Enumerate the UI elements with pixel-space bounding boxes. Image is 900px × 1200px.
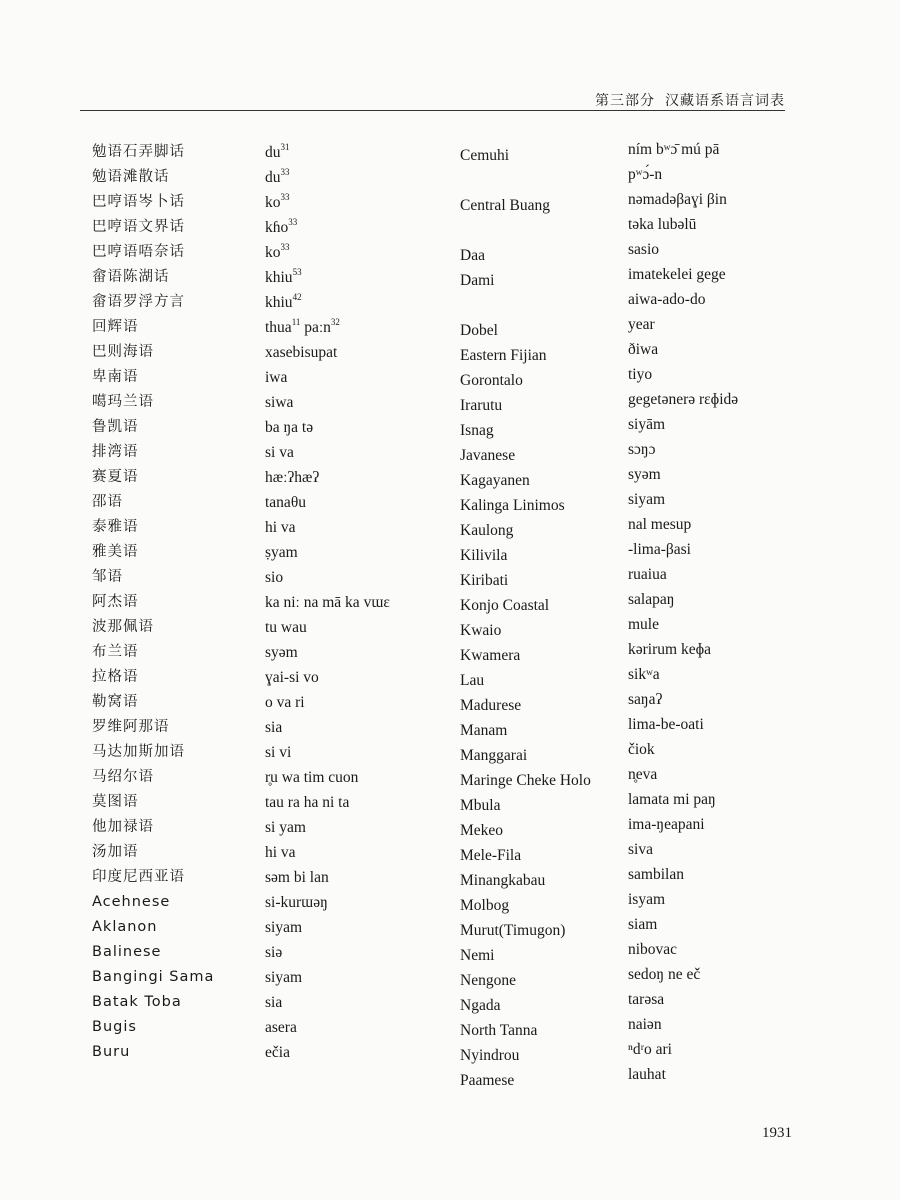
language-name: Acehnese xyxy=(92,894,171,910)
form-text: du xyxy=(265,169,281,186)
word-form xyxy=(265,390,450,415)
language-name: 他加禄语 xyxy=(92,819,154,835)
language-name: Manggarai xyxy=(460,747,528,764)
word-form: ima-ŋeapani xyxy=(628,816,705,833)
language-name: Mekeo xyxy=(460,822,504,839)
language-name: Molbog xyxy=(460,897,510,914)
language-name: 畲语罗浮方言 xyxy=(92,294,185,310)
language-name: 泰雅语 xyxy=(92,519,139,535)
form-text: si yam xyxy=(265,819,306,836)
word-form xyxy=(265,265,450,290)
language-name xyxy=(460,168,630,193)
form-text: khiu xyxy=(265,269,293,286)
word-form xyxy=(265,1015,450,1040)
language-name: 阿杰语 xyxy=(92,594,139,610)
word-form: siyām xyxy=(628,416,666,433)
word-form: nəmadəβaɣi βin xyxy=(628,191,727,208)
form-text: sio xyxy=(265,569,284,586)
language-name xyxy=(460,218,630,243)
language-name: Irarutu xyxy=(460,397,503,414)
form-text: səm bi lan xyxy=(265,869,329,886)
word-form xyxy=(265,565,450,590)
language-name: 鲁凯语 xyxy=(92,419,139,435)
word-form xyxy=(265,490,450,515)
language-name: 马达加斯加语 xyxy=(92,744,185,760)
language-name: 勒窝语 xyxy=(92,694,139,710)
language-name: 拉格语 xyxy=(92,669,139,685)
language-name-column-1 xyxy=(92,140,252,1065)
word-form xyxy=(265,1040,450,1065)
word-form xyxy=(265,465,450,490)
word-form: ðiwa xyxy=(628,341,659,358)
language-name: Isnag xyxy=(460,422,494,439)
word-form: sasio xyxy=(628,241,659,258)
language-name: North Tanna xyxy=(460,1022,538,1039)
language-name: 莫图语 xyxy=(92,794,139,810)
language-name: Aklanon xyxy=(92,919,158,935)
word-form: təka lubəlū xyxy=(628,216,697,233)
word-form xyxy=(265,815,450,840)
word-form xyxy=(265,590,450,615)
word-form: siyam xyxy=(628,491,666,508)
word-form: siam xyxy=(628,916,658,933)
tone-number: 33 xyxy=(288,216,298,227)
word-form xyxy=(265,540,450,565)
language-name: 勉语滩散话 xyxy=(92,169,170,185)
word-form: nibovac xyxy=(628,941,678,958)
form-text: siwa xyxy=(265,394,294,411)
language-name: 畲语陈湖话 xyxy=(92,269,170,285)
language-name: Konjo Coastal xyxy=(460,597,550,614)
language-name: 雅美语 xyxy=(92,544,139,560)
form-text: si-kurɯəŋ xyxy=(265,894,328,911)
word-form xyxy=(265,865,450,890)
form-text: hæːʔhæʔ xyxy=(265,469,320,486)
language-name: 勉语石弄脚话 xyxy=(92,144,185,160)
form-text: siyam xyxy=(265,919,303,936)
language-name: Madurese xyxy=(460,697,522,714)
form-text: siə xyxy=(265,944,283,961)
language-name: Buru xyxy=(92,1044,131,1060)
word-form: lamata mi paŋ xyxy=(628,791,716,808)
language-name: 邵语 xyxy=(92,494,123,510)
word-form xyxy=(265,515,450,540)
word-form xyxy=(265,790,450,815)
word-form xyxy=(265,315,450,340)
language-name: 巴哼语岑卜话 xyxy=(92,194,185,210)
language-name: Cemuhi xyxy=(460,147,510,164)
word-form xyxy=(265,290,450,315)
form-text: khiu xyxy=(265,294,293,311)
form-text: paːn xyxy=(300,319,331,336)
language-name xyxy=(460,293,630,318)
word-form xyxy=(265,840,450,865)
word-form: mule xyxy=(628,616,659,633)
word-form: -lima-βasi xyxy=(628,541,691,558)
language-name: 回辉语 xyxy=(92,319,139,335)
word-form: siva xyxy=(628,841,653,858)
word-form xyxy=(265,715,450,740)
word-form-column-1 xyxy=(265,140,450,1065)
language-name: Bugis xyxy=(92,1019,137,1035)
word-form: salapaŋ xyxy=(628,591,675,608)
tone-number: 32 xyxy=(330,316,340,327)
word-form xyxy=(265,665,450,690)
tone-number: 53 xyxy=(292,266,302,277)
word-form-column-2 xyxy=(628,137,818,1087)
word-form xyxy=(265,140,450,165)
form-text: iwa xyxy=(265,369,288,386)
language-name: 布兰语 xyxy=(92,644,139,660)
form-text: ka niː na mā ka vɯɛ xyxy=(265,594,390,611)
language-name: Dobel xyxy=(460,322,498,339)
word-form xyxy=(265,740,450,765)
language-name: Lau xyxy=(460,672,485,689)
word-form xyxy=(265,165,450,190)
language-name: Bangingi Sama xyxy=(92,969,215,985)
form-text: ṣyam xyxy=(265,544,298,561)
word-form: gegetənerə rɛɸidə xyxy=(628,391,739,408)
language-name: 罗维阿那语 xyxy=(92,719,170,735)
word-form: tiyo xyxy=(628,366,653,383)
word-form: lima-be-oati xyxy=(628,716,704,733)
word-form xyxy=(265,690,450,715)
form-text: ko xyxy=(265,244,281,261)
word-form xyxy=(265,340,450,365)
language-name: Murut(Timugon) xyxy=(460,922,566,939)
language-name: Balinese xyxy=(92,944,162,960)
language-name: 排湾语 xyxy=(92,444,139,460)
form-text: si va xyxy=(265,444,294,461)
language-name: Mbula xyxy=(460,797,501,814)
word-form: ruaiua xyxy=(628,566,667,583)
language-name: 巴则海语 xyxy=(92,344,154,360)
form-text: sia xyxy=(265,994,283,1011)
word-form xyxy=(265,440,450,465)
word-form: kərirum keɸa xyxy=(628,641,712,658)
form-text: si vi xyxy=(265,744,292,761)
word-form xyxy=(265,915,450,940)
word-form: syəm xyxy=(628,466,661,483)
word-form: sedoŋ ne eč xyxy=(628,966,701,983)
language-name: Minangkabau xyxy=(460,872,546,889)
language-name: Kiribati xyxy=(460,572,509,589)
tone-number: 33 xyxy=(280,166,290,177)
language-name: 巴哼语唔奈话 xyxy=(92,244,185,260)
language-name: 巴哼语文界话 xyxy=(92,219,185,235)
word-form xyxy=(265,940,450,965)
language-name: 波那佩语 xyxy=(92,619,154,635)
form-text: asera xyxy=(265,1019,297,1036)
language-name: Kagayanen xyxy=(460,472,530,489)
form-text: hi va xyxy=(265,519,296,536)
language-name: Ngada xyxy=(460,997,501,1014)
language-name: 汤加语 xyxy=(92,844,139,860)
word-form: year xyxy=(628,316,655,333)
header-rule xyxy=(80,110,785,111)
word-form xyxy=(265,765,450,790)
word-form: sɔŋɔ xyxy=(628,441,656,458)
language-name: Gorontalo xyxy=(460,372,523,389)
form-text: du xyxy=(265,144,281,161)
word-form xyxy=(265,615,450,640)
language-name: Kaulong xyxy=(460,522,514,539)
tone-number: 33 xyxy=(280,191,290,202)
language-name: Daa xyxy=(460,247,485,264)
tone-number: 31 xyxy=(280,141,290,152)
word-form: sikʷa xyxy=(628,666,660,683)
tone-number: 42 xyxy=(292,291,302,302)
word-form: isyam xyxy=(628,891,666,908)
language-name: 邹语 xyxy=(92,569,123,585)
language-name: Kwamera xyxy=(460,647,521,664)
language-name: Central Buang xyxy=(460,197,550,214)
tone-number: 33 xyxy=(280,241,290,252)
word-form: lauhat xyxy=(628,1066,666,1083)
language-name: Mele-Fila xyxy=(460,847,522,864)
language-name: Javanese xyxy=(460,447,516,464)
form-text: tau ra ha ni ta xyxy=(265,794,350,811)
form-text: siyam xyxy=(265,969,303,986)
word-form xyxy=(265,190,450,215)
word-form xyxy=(265,640,450,665)
word-form: aiwa-ado-do xyxy=(628,291,706,308)
word-form xyxy=(265,890,450,915)
word-form: nal mesup xyxy=(628,516,692,533)
language-name: Nengone xyxy=(460,972,516,989)
language-name: 印度尼西亚语 xyxy=(92,869,185,885)
word-form xyxy=(265,415,450,440)
form-text: sia xyxy=(265,719,283,736)
form-text: ko xyxy=(265,194,281,211)
form-text: thua xyxy=(265,319,292,336)
language-name: Nyindrou xyxy=(460,1047,520,1064)
language-name: Nemi xyxy=(460,947,495,964)
form-text: xasebisupat xyxy=(265,344,338,361)
form-text: hi va xyxy=(265,844,296,861)
form-text: r̥u wa tim cuon xyxy=(265,769,359,786)
word-form: čiok xyxy=(628,741,655,758)
word-form xyxy=(265,990,450,1015)
form-text: tanaθu xyxy=(265,494,306,511)
page-number: 1931 xyxy=(762,1125,792,1141)
form-text: kɦo xyxy=(265,219,289,236)
word-form xyxy=(265,215,450,240)
word-form xyxy=(265,965,450,990)
language-name: Batak Toba xyxy=(92,994,182,1010)
language-name: Manam xyxy=(460,722,508,739)
word-form: imatekelei gege xyxy=(628,266,726,283)
form-text: o va ri xyxy=(265,694,305,711)
word-form xyxy=(265,365,450,390)
form-text: ɣai-si vo xyxy=(265,669,319,686)
language-name: Kalinga Linimos xyxy=(460,497,565,514)
word-form: naiən xyxy=(628,1016,662,1033)
language-name: 噶玛兰语 xyxy=(92,394,154,410)
form-text: ečia xyxy=(265,1044,290,1061)
language-name-column-2 xyxy=(460,143,630,1093)
language-name: Kwaio xyxy=(460,622,502,639)
language-name: Dami xyxy=(460,272,495,289)
running-head xyxy=(520,90,785,110)
running-head-section: 汉藏语系语言词表 xyxy=(665,93,785,109)
language-name: 马绍尔语 xyxy=(92,769,154,785)
running-head-part: 第三部分 xyxy=(595,93,655,109)
language-name: Paamese xyxy=(460,1072,515,1089)
form-text: ba ŋa tə xyxy=(265,419,314,436)
language-name: Eastern Fijian xyxy=(460,347,547,364)
word-form: saŋaʔ xyxy=(628,691,663,708)
form-text: tu wau xyxy=(265,619,307,636)
word-form xyxy=(265,240,450,265)
word-form: ním bʷɔ̄ mú pā xyxy=(628,141,720,158)
tone-number: 11 xyxy=(291,316,301,327)
word-form: pʷɔ́-n xyxy=(628,166,663,183)
language-name: Kilivila xyxy=(460,547,508,564)
language-name: 赛夏语 xyxy=(92,469,139,485)
language-name: 卑南语 xyxy=(92,369,139,385)
word-form: ⁿdʳo ari xyxy=(628,1041,672,1058)
word-form: sambilan xyxy=(628,866,684,883)
word-form: n̥eva xyxy=(628,766,658,783)
word-form: tarəsa xyxy=(628,991,665,1008)
form-text: syəm xyxy=(265,644,298,661)
language-name: Maringe Cheke Holo xyxy=(460,772,591,789)
